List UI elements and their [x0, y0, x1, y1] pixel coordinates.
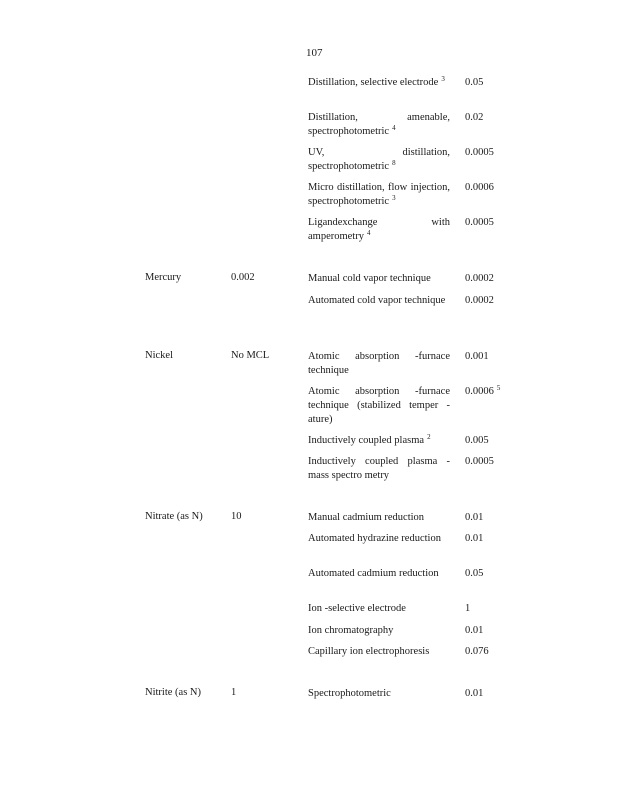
detection-limit: 0.05	[465, 568, 484, 579]
method-cell: Ion -selective electrode	[308, 603, 406, 614]
method-cell: UV, distillation, spectrophotometric $^8$	[308, 147, 450, 172]
analyte-name: Mercury	[145, 272, 182, 283]
method-cell: Inductively coupled plasma - mass spectro metry	[308, 456, 450, 481]
mcl-value: 1	[231, 687, 237, 698]
detection-limit: 0.01	[465, 625, 484, 636]
method-cell: Distillation, selective electrode $^3$	[308, 74, 445, 88]
method-cell: Atomic absorption -furnace technique	[308, 351, 450, 376]
footnote-ref: 3	[392, 193, 396, 202]
method-cell: Ligandexchange with amperometry $^4$	[308, 217, 450, 242]
detection-limit: 1	[465, 603, 471, 614]
method-cell: Manual cadmium reduction	[308, 512, 425, 523]
footnote-ref: 5	[496, 383, 501, 392]
analyte-name: Nitrite (as N)	[145, 687, 201, 698]
footnote-ref: 2	[427, 432, 431, 441]
method-cell: Spectrophotometric	[308, 688, 391, 699]
detection-limit: 0.005	[465, 435, 489, 446]
detection-limit: 0.02	[465, 112, 484, 123]
detection-limit: 0.001	[465, 351, 489, 362]
method-cell: Micro distillation, flow injection, spectrophotometric $^3$	[308, 182, 450, 207]
detection-limit: 0.01	[465, 512, 484, 523]
page-number: 107	[306, 47, 323, 59]
detection-limit: 0.01	[465, 533, 484, 544]
analyte-name: Nitrate (as N)	[145, 511, 203, 522]
detection-limit: 0.0002	[465, 273, 494, 284]
mcl-value: 0.002	[231, 272, 255, 283]
detection-limit: 0.0005	[465, 217, 494, 228]
detection-limit: 0.0005	[465, 147, 494, 158]
detection-limit: 0.01	[465, 688, 484, 699]
detection-limit: 0.0002	[465, 295, 494, 306]
method-cell: Ion chromatography	[308, 625, 394, 636]
footnote-ref: 4	[392, 123, 396, 132]
detection-limit: 0.076	[465, 646, 489, 657]
mcl-value: No MCL	[231, 350, 270, 361]
method-cell: Inductively coupled plasma $^2$	[308, 432, 431, 446]
method-cell: Atomic absorption -furnace technique (stabilized temper - ature)	[308, 386, 450, 425]
analyte-name: Nickel	[145, 350, 173, 361]
method-cell: Automated cold vapor technique	[308, 295, 446, 306]
detection-limit: 0.05	[465, 77, 484, 88]
footnote-ref: 3	[441, 74, 445, 83]
method-cell: Automated hydrazine reduction	[308, 533, 441, 544]
method-cell: Automated cadmium reduction	[308, 568, 439, 579]
detection-limit: 0.0006	[465, 182, 494, 193]
method-cell: Distillation, amenable, spectrophotometric $^4$	[308, 112, 450, 137]
footnote-ref: 8	[392, 158, 396, 167]
method-cell: Capillary ion electrophoresis	[308, 646, 430, 657]
detection-limit: 0.0005	[465, 456, 494, 467]
mcl-value: 10	[231, 511, 242, 522]
method-cell: Manual cold vapor technique	[308, 273, 431, 284]
detection-limit: 0.0006 $^5$	[465, 383, 501, 397]
footnote-ref: 4	[366, 228, 371, 237]
